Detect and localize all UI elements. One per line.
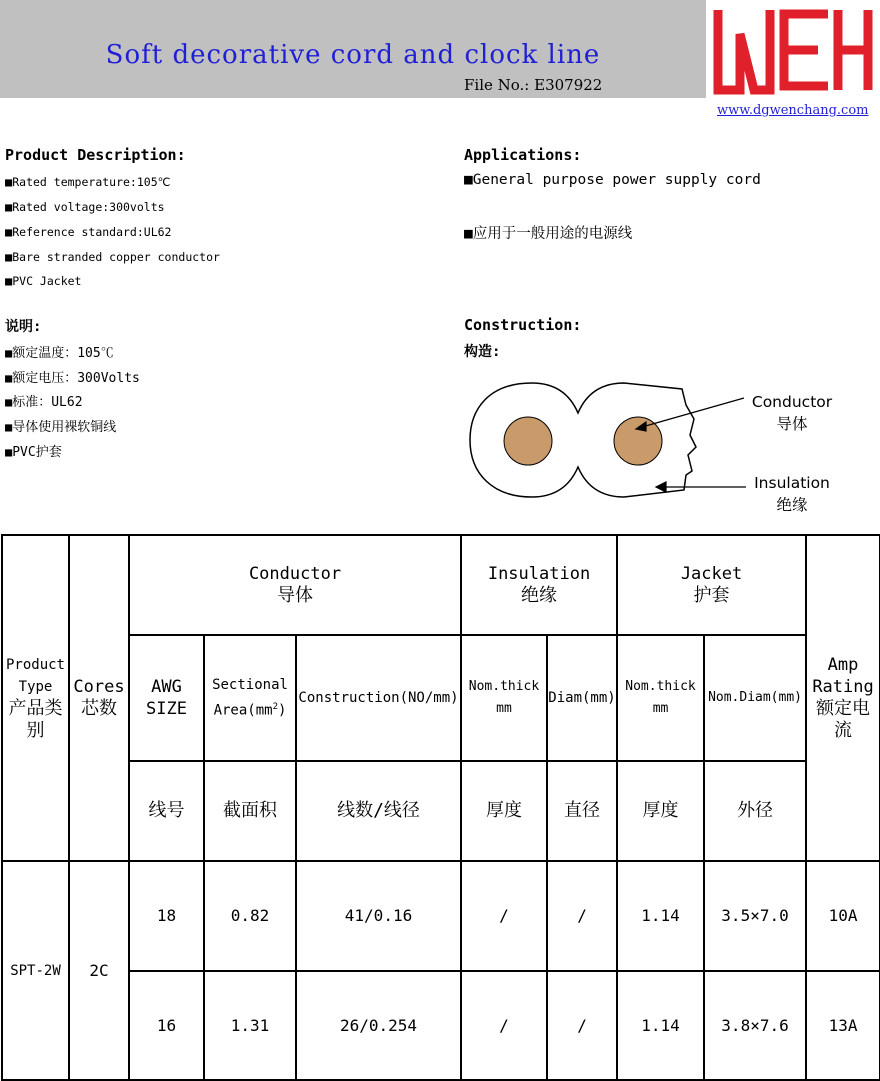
header-jac-diam-cn: 外径 <box>704 761 806 861</box>
header-ins-thick: Nom.thick mm <box>461 635 547 761</box>
construction-cell: 26/0.254 <box>296 971 461 1080</box>
jac-thick-cell: 1.14 <box>617 861 704 971</box>
description-item: ■ PVC Jacket <box>5 274 81 288</box>
description-title: Product Description: <box>5 146 186 164</box>
insulation-label-cn: 绝缘 <box>776 496 808 514</box>
insulation-callout <box>742 472 842 516</box>
description-item: ■ Rated voltage:300volts <box>5 200 165 214</box>
description-cn-item: ■ 额定电压：300Volts <box>5 367 140 386</box>
header-jacket: Jacket 护套 <box>617 535 806 635</box>
application-item: ■ 应用于一般用途的电源线 <box>464 222 632 243</box>
description-cn-item: ■ 额定温度：105℃ <box>5 342 114 361</box>
insulation-label-en: Insulation <box>754 474 830 492</box>
product-type-cell: SPT-2W <box>2 861 69 1080</box>
header-construction-cn: 线数/线径 <box>296 761 461 861</box>
header-insulation: Insulation 绝缘 <box>461 535 617 635</box>
header-awg-size: AWG SIZE <box>129 635 204 761</box>
construction-cell: 41/0.16 <box>296 861 461 971</box>
company-logo <box>710 4 876 96</box>
construction-title: Construction: <box>464 316 582 334</box>
amp-cell: 13A <box>806 971 880 1080</box>
header-ins-diam: Diam(mm) <box>547 635 617 761</box>
awg-cell: 18 <box>129 861 204 971</box>
header-construction: Construction(NO/mm) <box>296 635 461 761</box>
header-sectional-cn: 截面积 <box>204 761 296 861</box>
header-ins-thick-cn: 厚度 <box>461 761 547 861</box>
header-product-type: Product Type 产品类 别 <box>2 535 69 861</box>
header-jac-thick-cn: 厚度 <box>617 761 704 861</box>
specification-table <box>1 534 880 1081</box>
header-jac-thick: Nom.thick mm <box>617 635 704 761</box>
description-item: ■ Bare stranded copper conductor <box>5 250 220 264</box>
awg-cell: 16 <box>129 971 204 1080</box>
file-number: File No.: E307922 <box>464 76 603 94</box>
header-ins-diam-cn: 直径 <box>547 761 617 861</box>
application-item: ■ General purpose power supply cord <box>464 172 761 188</box>
cores-cell: 2C <box>69 861 129 1080</box>
conductor-label-en: Conductor <box>751 393 833 411</box>
ins-thick-cell: / <box>461 861 547 971</box>
document-title: Soft decorative cord and clock line <box>105 40 601 70</box>
ins-diam-cell: / <box>547 971 617 1080</box>
construction-cn-title: 构造: <box>464 344 501 360</box>
description-cn-item: ■ 导体使用裸软铜线 <box>5 416 116 435</box>
header-cores: Cores 芯数 <box>69 535 129 861</box>
header-product-type-en: Product <box>5 657 65 673</box>
conductor-callout <box>742 391 842 435</box>
description-item: ■ Reference standard:UL62 <box>5 225 171 239</box>
jac-diam-cell: 3.5×7.0 <box>704 861 806 971</box>
area-cell: 0.82 <box>204 861 296 971</box>
header-jac-diam: Nom.Diam(mm) <box>704 635 806 761</box>
header-conductor: Conductor 导体 <box>129 535 461 635</box>
table-row <box>2 861 880 971</box>
description-item: ■ Rated temperature:105℃ <box>5 175 171 189</box>
amp-cell: 10A <box>806 861 880 971</box>
website-link[interactable]: www.dgwenchang.com <box>717 103 869 118</box>
description-cn-item: ■ 标准：UL62 <box>5 391 83 410</box>
area-cell: 1.31 <box>204 971 296 1080</box>
conductor-label-cn: 导体 <box>776 415 808 433</box>
description-cn-item: ■ PVC护套 <box>5 441 62 460</box>
table-row <box>2 971 880 1080</box>
header-sectional-area: Sectional $Area(mm^2)$ <box>204 635 296 761</box>
description-cn-title: 说明: <box>5 319 42 335</box>
applications-title: Applications: <box>464 146 582 164</box>
jac-diam-cell: 3.8×7.6 <box>704 971 806 1080</box>
jac-thick-cell: 1.14 <box>617 971 704 1080</box>
ins-thick-cell: / <box>461 971 547 1080</box>
ins-diam-cell: / <box>547 861 617 971</box>
header-amp-rating: Amp Rating 额定电 流 <box>806 535 880 861</box>
header-awg-cn: 线号 <box>129 761 204 861</box>
